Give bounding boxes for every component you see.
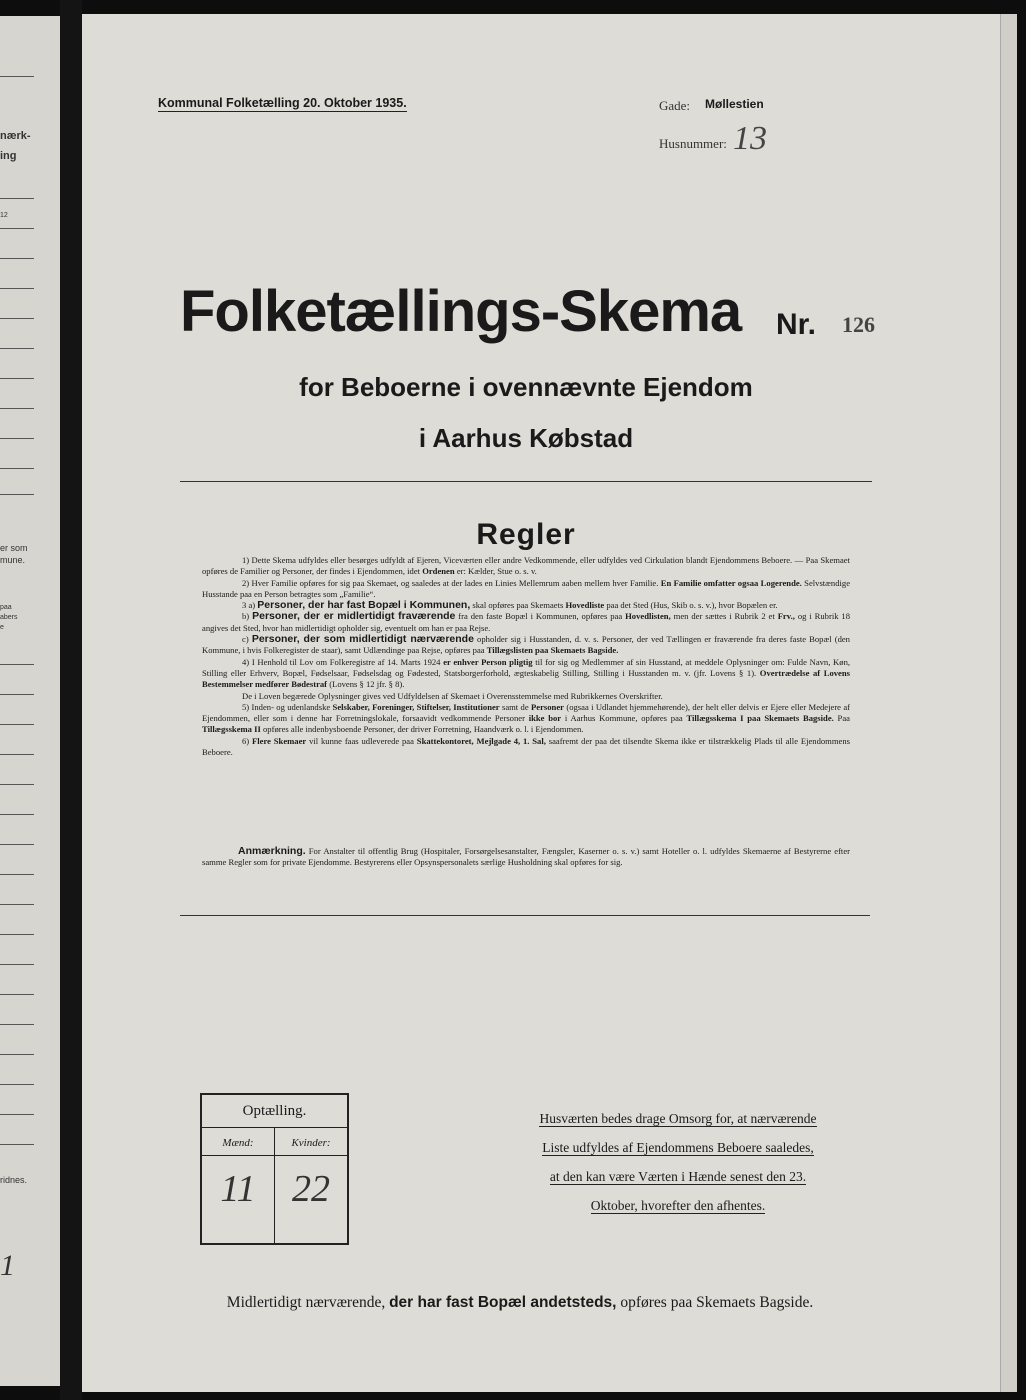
rule-3b: b) Personer, der er midlertidigt fraværende fra den faste Bopæl i Kommunen, opføres paa Hovedlisten, men der sættes i Rubrik 2 et Frv., og i Rubrik 18 angives det Sted, hvor han midlertidigt opholder sig, eventuelt om han er paa Rejse. [202,610,851,633]
left-rule [0,874,34,875]
rule-4: 4) I Henhold til Lov om Folkeregistre af 14. Marts 1924 er enhver Person pligtig til for sig og Medlemmer af sin Husstand, at meddele Oplysninger om: Fulde Navn, Køn, Stilling eller Erhverv, Bopæl, Fødselsaar, Fødselsdag og Fødested, Statsborgerforhold, ægteskabelig Stilling, Stilling i Husstanden m. v. (jfr. Lovens § 1). Overtrædelse af Lovens Bestemmelser medfører Bødestraf (Lovens § 12 jfr. § 8). [202,656,851,690]
form-nr-value: 126 [842,312,875,337]
footer-note: Midlertidigt nærværende, der har fast Bopæl andetsteds, opføres paa Skemaets Bagside. [226,1294,814,1311]
left-fragment: e [0,624,4,631]
rule-3c: c) Personer, der som midlertidigt nærværende opholder sig i Husstanden, d. v. s. Personer, der ved Tællingen er fraværende fra deres faste Bopæl (den Kommune, i hvis Folkeregister de staar), samt Udlændinge paa Rejse, opføres paa Tillægslisten paa Skemaets Bagside. [202,633,850,656]
rule-5: 5) Inden- og udenlandske Selskaber, Foreninger, Stiftelser, Institutioner samt de Personer (ogsaa i Udlandet hjemmehørende), der helt eller delvis er Ejere eller Medejere af Ejendommen, eller som i denne har Forretningslokale, forsaavidt vedkommende Personer ikke bor i Aarhus Kommune, opføres paa Tillægsskema I paa Skemaets Bagside. Paa Tillægsskema II opføres alle indenbysboende Personer, der driver Forretning, Haandværk o. l. i Ejendommen. [202,701,851,735]
gade-value: Møllestien [705,97,764,111]
left-rule [0,198,34,199]
note-label: Anmærkning. [238,845,306,857]
left-rule [0,784,34,785]
note-text: For Anstalter til offentlig Brug (Hospitaler, Forsørgelsesanstalter, Fængsler, Kaserner o. s. v.) samt Hoteller o. l. udfyldes Skemaerne af Bestyrerne efter samme Regler som for private Ejendomme. Bestyrerens eller Opsynspersonalets særlige Husholdning skal opføres for sig. [202,846,850,868]
note-paragraph [202,846,850,869]
count-box [200,1093,349,1245]
left-rule [0,934,34,935]
left-fragment: paa [0,604,12,611]
left-rule [0,1084,34,1085]
left-rule [0,994,34,995]
left-rule [0,844,34,845]
women-label: Kvinder: [291,1137,331,1149]
left-rule [0,754,34,755]
left-fragment: ridnes. [0,1175,28,1185]
form-title: Folketællings-Skema [180,279,742,344]
left-rule [0,1144,34,1145]
left-fragment: er som [0,543,28,553]
count-box-rule [202,1155,347,1156]
women-count: 22 [292,1168,330,1210]
page-edge [1000,14,1017,1392]
left-rule [0,724,34,725]
left-fragment: 12 [0,212,8,219]
form-nr-label: Nr. [776,308,817,341]
notice-line: Oktober, hvorefter den afhentes. [590,1198,766,1213]
left-rule [0,1114,34,1115]
left-rule [0,1024,34,1025]
rules-heading: Regler [476,518,576,551]
left-rule [0,904,34,905]
left-rule [0,76,34,77]
binding-gutter [60,0,82,1400]
left-rule [0,258,34,259]
left-rule [0,1054,34,1055]
left-fragment: mune. [0,555,26,565]
landlord-notice [508,1104,848,1220]
left-rule [0,438,34,439]
notice-line: Liste udfyldes af Ejendommens Beboere saaledes, [542,1140,814,1155]
left-page-fragment [0,16,60,1386]
rule-1: 1) Dette Skema udfyldes eller besørges udfyldt af Ejeren, Viceværten eller andre Vedkommende, eller udfyldes ved Cirkulation blandt Ejendommens Beboere. — Paa Skemaet opføres de Familier og Personer, der findes i Ejendommen, idet Ordenen er: Kælder, Stue o. s. v. [202,555,850,577]
left-rule [0,228,34,229]
left-rule [0,468,34,469]
left-fragment: ing [0,150,17,162]
census-heading: Kommunal Folketælling 20. Oktober 1935. [158,96,407,110]
divider [180,481,872,482]
left-fragment: abers [0,614,18,621]
gade-label: Gade: [659,98,691,113]
divider [180,915,870,916]
left-fragment: nærk- [0,130,31,142]
rule-6: 6) Flere Skemaer vil kunne faas udleverede paa Skattekontoret, Mejlgade 4, 1. Sal, saafremt der paa det tilsendte Skema ikke er tilstrækkelig Plads til alle Ejendommens Beboere. [202,735,851,758]
rule-2: 2) Hver Familie opføres for sig paa Skemaet, og saaledes at der lades en Linies Mellemrum aaben mellem hver Familie. En Familie omfatter ogsaa Logerende. Selvstændige Husstande paa en Person betragtes som „Familie“. [202,577,851,599]
notice-line: Husværten bedes drage Omsorg for, at nærværende [539,1111,817,1126]
rule-3a: 3 a) Personer, der har fast Bopæl i Kommunen, skal opføres paa Skemaets Hovedliste paa det Sted (Hus, Skib o. s. v.), hvor Bopælen er. [242,599,778,612]
men-label: Mænd: [222,1137,254,1149]
form-subtitle: for Beboerne i ovennævnte Ejendom [299,372,753,402]
left-rule [0,694,34,695]
left-rule [0,494,34,495]
husnummer-value: 13 [733,120,767,157]
rule-4-continued: De i Loven begærede Oplysninger gives ved Udfyldelsen af Skemaet i Overensstemmelse med Rubrikkernes Overskrifter. [242,690,663,701]
left-rule [0,318,34,319]
left-rule [0,378,34,379]
left-rule [0,408,34,409]
notice-line: at den kan være Værten i Hænde senest den 23. [549,1169,807,1184]
rules-text [202,555,850,758]
left-fragment: 1 [0,1249,15,1282]
left-rule [0,288,34,289]
count-box-title: Optælling. [242,1103,307,1119]
left-rule [0,348,34,349]
men-count: 11 [220,1168,256,1210]
husnummer-label: Husnummer: [659,136,727,151]
left-rule [0,964,34,965]
form-subtitle-location: i Aarhus Købstad [418,423,634,453]
left-rule [0,814,34,815]
left-rule [0,664,34,665]
